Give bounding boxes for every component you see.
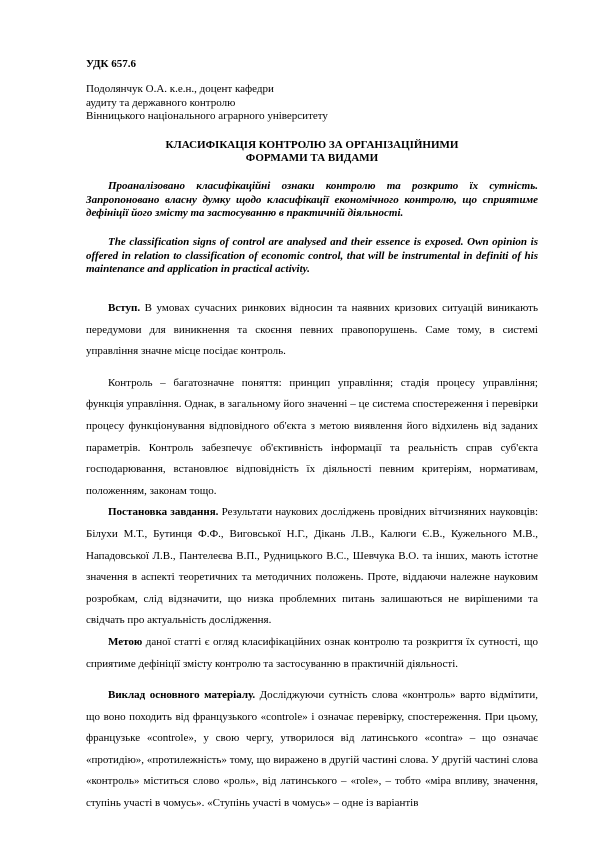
goal-text: даної статті є огляд класифікаційних ознак контролю та розкриття їх сутності, що сприятиме дефініції змісту контролю та застосуванню в практичній діяльності. [86,635,538,670]
problem-label: Постановка завдання. [108,506,219,519]
author-department: аудиту та державного контролю [86,96,236,109]
author-block [86,83,328,124]
abstract-ukrainian: Проаналізовано класифікаційні ознаки контролю та розкрито їх сутність. Запропоновано власну думку щодо класифікації економічного контролю, що сприятиме дефініції його змісту та застосуванню в практичній діяльності. [86,180,538,219]
udk-code: УДК 657.6 [86,58,137,70]
author-name: Подолянчук О.А. к.е.н., доцент кафедри [86,83,274,95]
goal-label: Метою [108,635,143,648]
intro-label: Вступ. [108,302,141,314]
title-line-2: ФОРМАМИ ТА ВИДАМИ [245,152,379,164]
article-body [86,298,538,815]
title-line-1: КЛАСИФІКАЦІЯ КОНТРОЛЮ ЗА ОРГАНІЗАЦІЙНИМИ [165,139,459,151]
main-text: Досліджуючи сутність слова «контроль» варто відмітити, що воно походить від французького «controle» і означає перевірку, спостереження. При цьому, французьке «controle», у свою чергу, утворилося від латинського «contra» – що означає «протидію», «протилежність» тому, що виражено в другій частині слова. У другій частині слова «контроль» міститься слово «роль», від латинського – «role», – тобто «міра впливу, значення, ступінь участі в чомусь». «Ступінь участі в чомусь» – одне із варіантів [86,689,538,810]
main-label: Виклад основного матеріалу. [108,689,256,702]
intro-text: В умовах сучасних ринкових відносин та наявних кризових ситуацій виникають передумови для виникнення та скоєння певних правопорушень. Саме тому, в системі управління значне місце посідає контроль. [86,302,538,358]
control-paragraph: Контроль – багатозначне поняття: принцип управління; стадія процесу управління; функція управління. Однак, в загальному його значенні – це система спостереження і перевірки процесу функціонування відповідного об'єкта з метою виявлення його відхилень від заданих параметрів. Контроль забезпечує об'єктивність інформації та реальність справ суб'єкта господарювання, встановлює відповідність їх діяльності певним критеріям, нормативам, положенням, законам тощо. [86,376,538,497]
author-university: Вінницького національного аграрного університету [86,110,328,122]
goal-paragraph [86,632,538,675]
problem-text: Результати наукових досліджень провідних вітчизняних науковців: Білухи М.Т., Бутинця Ф.Ф., Виговської Н.Г., Дікань Л.В., Калюги Є.В., Кужельного М.В., Нападовської Л.В., Пантелеєва В.П., Рудницького В.С., Шевчука В.О. та інших, мають істотне значення в аспекті теоретичних та методичних положень. Проте, віддаючи належне науковим розробкам, слід відзначити, що низка проблемних питань залишаються не вирішеними та свідчать про актуальність дослідження. [86,506,538,627]
paper-title [86,139,538,165]
abstract-english: The classification signs of control are analysed and their essence is exposed. Own opinion is offered in relation to classification of economic control, that will be instrumental in definiti of his maintenance and application in practical activity. [86,236,538,275]
main-paragraph [86,685,538,815]
intro-paragraph [86,298,538,363]
problem-paragraph [86,502,538,632]
